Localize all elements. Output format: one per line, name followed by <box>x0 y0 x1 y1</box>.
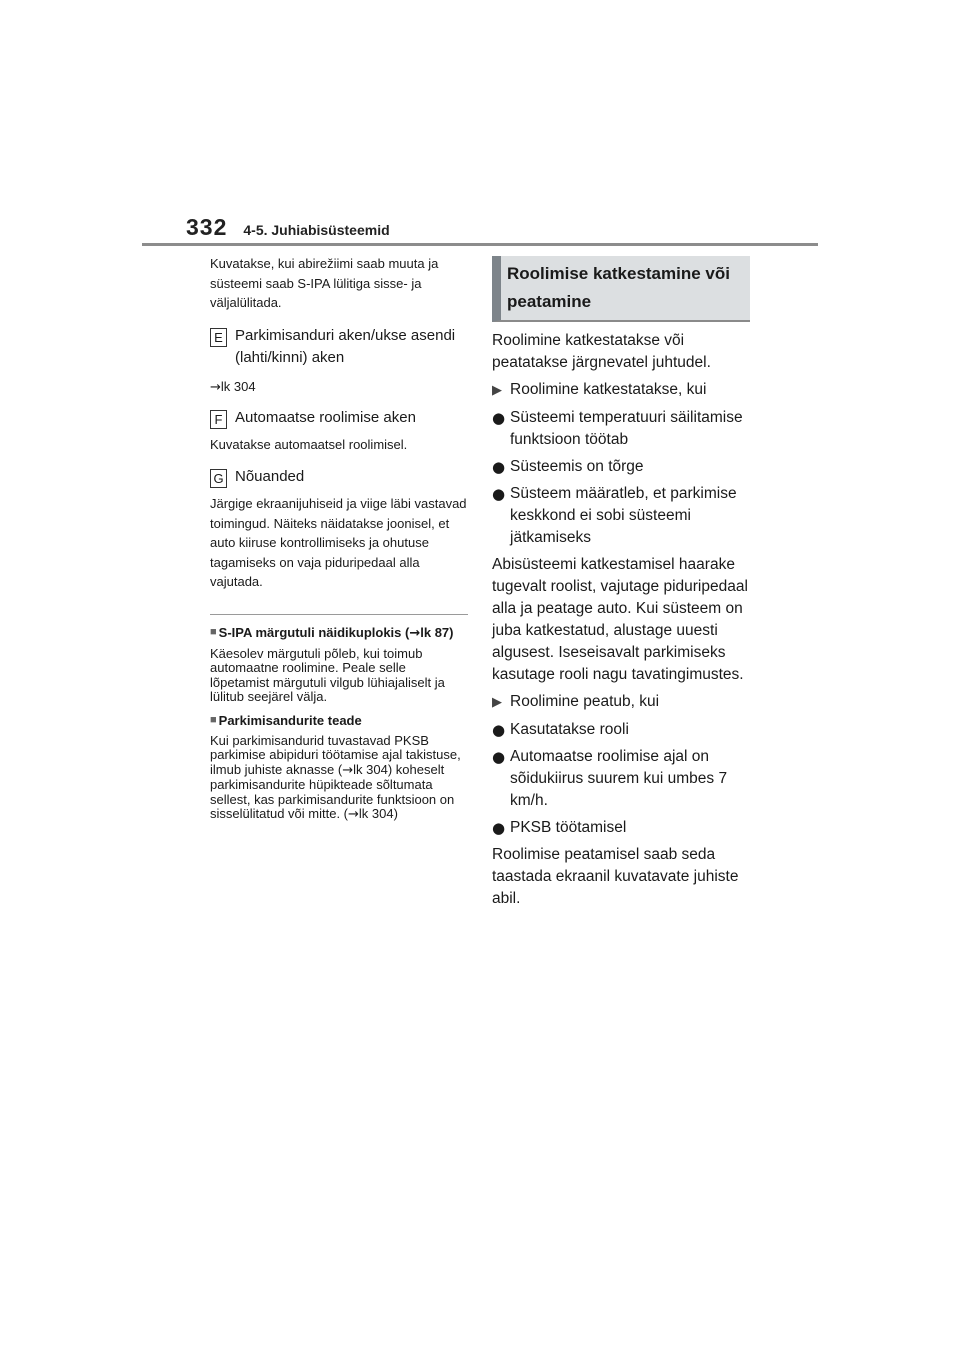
list-item: ▶ Roolimine katkestatakse, kui <box>492 379 750 402</box>
item-e <box>210 325 468 369</box>
triangle-bullet-icon: ▶ <box>492 695 502 710</box>
letter-box-g: G <box>210 469 227 488</box>
header-rule <box>142 243 818 246</box>
right-paragraph-3: Roolimise peatamisel saab seda taastada ekraanil kuvatavate juhiste abil. <box>492 846 739 907</box>
square-bullet-icon: ■ <box>210 713 217 726</box>
left-column <box>210 254 468 831</box>
list-item: ▶ Roolimine peatub, kui <box>492 691 750 714</box>
list-item: ● PKSB töötamisel <box>492 819 627 837</box>
item-g <box>210 466 468 488</box>
list-item: ● Süsteemi temperatuuri säilitamise funktsioon töötab <box>492 407 750 451</box>
item-f-title: Automaatse roolimise aken <box>235 408 416 426</box>
notes-divider <box>210 614 468 615</box>
page-header <box>186 214 390 241</box>
arrow-right-icon: → <box>342 762 354 778</box>
item-e-ref: →lk 304 <box>210 378 256 395</box>
arrow-right-icon: → <box>210 379 221 395</box>
item-g-title: Nõuanded <box>235 468 305 485</box>
item-f <box>210 407 468 429</box>
dot-bullet-icon: ● <box>492 485 506 503</box>
dot-bullet-icon: ● <box>492 748 506 766</box>
note-2-heading: ■ Parkimisandurite teade <box>210 712 362 728</box>
list-item: ● Süsteemis on tõrge <box>492 458 644 476</box>
note-1-body: Käesolev märgutuli põleb, kui toimub automaatne roolimine. Peale selle lõpetamist märgutuli vilgub lühiajaliselt ja lülitub seejärel välja. <box>210 645 445 704</box>
right-intro: Roolimine katkestatakse või peatatakse järgnevatel juhtudel. <box>492 332 711 371</box>
arrow-right-icon: → <box>348 807 359 822</box>
dot-bullet-icon: ● <box>492 409 506 427</box>
note-2-body: Kui parkimisandurid tuvastavad PKSB parkimise abipiduri töötamise ajal takistuse, ilmub juhiste aknasse (→lk 304) koheselt parkimisandurite hüpikteade sõltumata sellest, kas parkimisandurite funktsioon on sisselülitatud või mitte. (→lk 304) <box>210 732 461 822</box>
item-e-title: Parkimisanduri aken/ukse asendi (lahti/kinni) aken <box>235 326 456 366</box>
note-1-heading: ■ S-IPA märgutuli näidikuplokis (→lk 87) <box>210 624 454 641</box>
letter-box-f: F <box>210 410 227 429</box>
arrow-right-icon: → <box>409 625 421 641</box>
triangle-bullet-icon: ▶ <box>492 383 502 398</box>
right-paragraph-2: Abisüsteemi katkestamisel haarake tugevalt roolist, vajutage piduripedaal alla ja peatage auto. Kui süsteem on juba katkestatud, alustage uuesti algusest. Iseseisavalt parkimiseks kasutage rooli nagu tavatingimustes. <box>492 556 748 683</box>
dot-bullet-icon: ● <box>492 819 506 837</box>
section-title: 4-5. Juhiabisüsteemid <box>243 222 390 238</box>
list-item: ● Kasutatakse rooli <box>492 721 629 739</box>
section-box-heading: Roolimise katkestamine või peatamine <box>492 256 750 322</box>
item-g-text: Järgige ekraanijuhiseid ja viige läbi vastavad toimingud. Näiteks näidatakse joonisel, et auto kiiruse kontrollimiseks ja ohutuse tagamiseks on vaja piduripedaal alla vajutada. <box>210 496 467 589</box>
page-number: 332 <box>186 214 228 240</box>
letter-box-e: E <box>210 328 227 347</box>
stop-list <box>492 691 750 839</box>
interrupt-list <box>492 379 750 549</box>
item-f-text: Kuvatakse automaatsel roolimisel. <box>210 436 408 452</box>
intro-text: Kuvatakse, kui abirežiimi saab muuta ja süsteemi saab S-IPA lülitiga sisse- ja väljalülitada. <box>210 256 439 310</box>
list-item: ● Süsteem määratleb, et parkimise keskkond ei sobi süsteemi jätkamiseks <box>492 483 750 549</box>
list-item: ● Automaatse roolimise ajal on sõidukiirus suurem kui umbes 7 km/h. <box>492 746 750 812</box>
dot-bullet-icon: ● <box>492 458 506 476</box>
dot-bullet-icon: ● <box>492 721 506 739</box>
square-bullet-icon: ■ <box>210 625 217 638</box>
right-column <box>492 256 750 910</box>
